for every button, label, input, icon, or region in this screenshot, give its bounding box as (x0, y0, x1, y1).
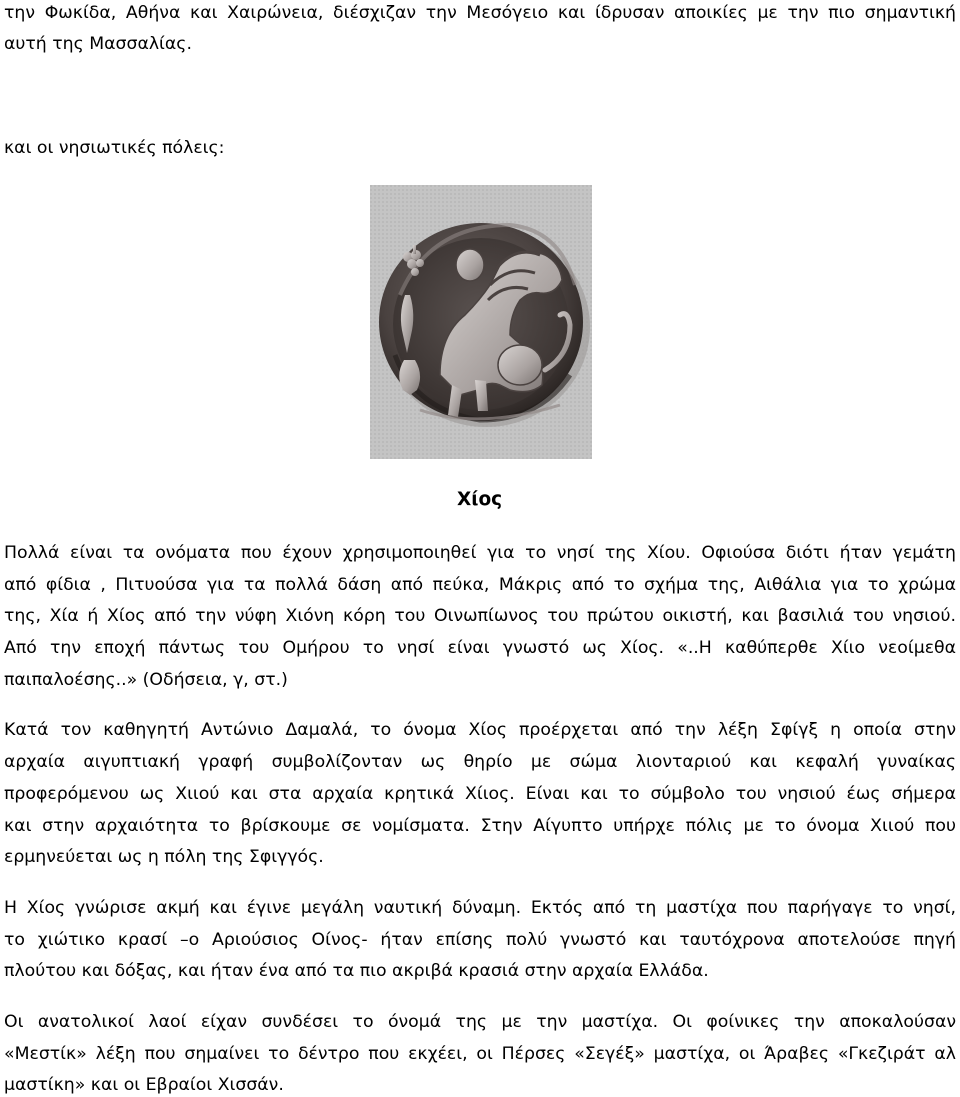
figure-caption: Χίος (457, 489, 503, 510)
paragraph-3-line-3: πλούτου και δόξας, και ήταν ένα από τα πιο ακριβά κρασιά στην αρχαία Ελλάδα. (4, 961, 709, 981)
chios-sphinx-coin-icon (370, 185, 592, 459)
islands-heading: και οι νησιωτικές πόλεις: (4, 138, 225, 158)
paragraph-3-line-1: Η Χίος γνώρισε ακμή και έγινε μεγάλη ναυτική δύναμη. Εκτός από τη μαστίχα που παρήγαγε το νησί, (4, 898, 956, 918)
paragraph-2-line-3: προφερόμενου ως Χιιού και στα αρχαία κρητικά Χίιος. Είναι και το σύμβολο του νησιού έως σήμερα (4, 784, 956, 804)
paragraph-4-line-3: μαστίκη» και οι Εβραίοι Χισσάν. (4, 1075, 284, 1095)
paragraph-4-line-2: «Μεστίκ» λέξη που σημαίνει το δέντρο που εκχέει, οι Πέρσες «Σεγέξ» μαστίχα, οι Άραβες «Γκεζιράτ αλ (4, 1044, 956, 1064)
paragraph-4-line-1: Οι ανατολικοί λαοί είχαν συνδέσει το όνομά της με την μαστίχα. Οι φοίνικες την αποκαλούσαν (4, 1012, 956, 1032)
intro-line-1: την Φωκίδα, Αθήνα και Χαιρώνεια, διέσχιζαν την Μεσόγειο και ίδρυσαν αποικίες με την πιο σημαντική (4, 3, 956, 23)
paragraph-1-line-1: Πολλά είναι τα ονόματα που έχουν χρησιμοποιηθεί για το νησί της Χίου. Οφιούσα διότι ήταν γεμάτη (4, 543, 956, 563)
paragraph-1-line-5: παιπαλοέσης..» (Οδήσεια, γ, στ.) (4, 670, 288, 690)
paragraph-1-line-3: της, Χία ή Χίος από την νύφη Χιόνη κόρη του Οινωπίωνος του πρώτου οικιστή, και βασιλιά του νησιού. (4, 606, 956, 626)
paragraph-1-line-4: Από την εποχή πάντως του Ομήρου το νησί είναι γνωστό ως Χίος. «..Η καθύπερθε Χίιο νεοίμεθα (4, 638, 956, 658)
chios-coin-image (370, 185, 592, 459)
paragraph-2-line-4: και στην αρχαιότητα το βρίσκουμε σε νομίσματα. Στην Αίγυπτο υπήρχε πόλις με το όνομα Χιιού που (4, 816, 956, 836)
paragraph-2-line-2: αρχαία αιγυπτιακή γραφή συμβολίζονταν ως θηρίο με σώμα λιονταριού και κεφαλή γυναίκας (4, 752, 956, 772)
paragraph-2-line-1: Κατά τον καθηγητή Αντώνιο Δαμαλά, το όνομα Χίος προέρχεται από την λέξη Σφίγξ η οποία στην (4, 720, 956, 740)
paragraph-1-line-2: από φίδια , Πιτυούσα για τα πολλά δάση από πεύκα, Μάκρις από το σχήμα της, Αιθάλια για το χρώμα (4, 575, 956, 595)
paragraph-2-line-5: ερμηνεύεται ως η πόλη της Σφιγγός. (4, 847, 324, 867)
intro-line-2: αυτή της Μασσαλίας. (4, 34, 192, 54)
paragraph-3-line-2: το χιώτικο κρασί –ο Αριούσιος Οίνος- ήταν επίσης πολύ γνωστό και ταυτόχρονα αποτελούσε πηγή (4, 930, 956, 950)
